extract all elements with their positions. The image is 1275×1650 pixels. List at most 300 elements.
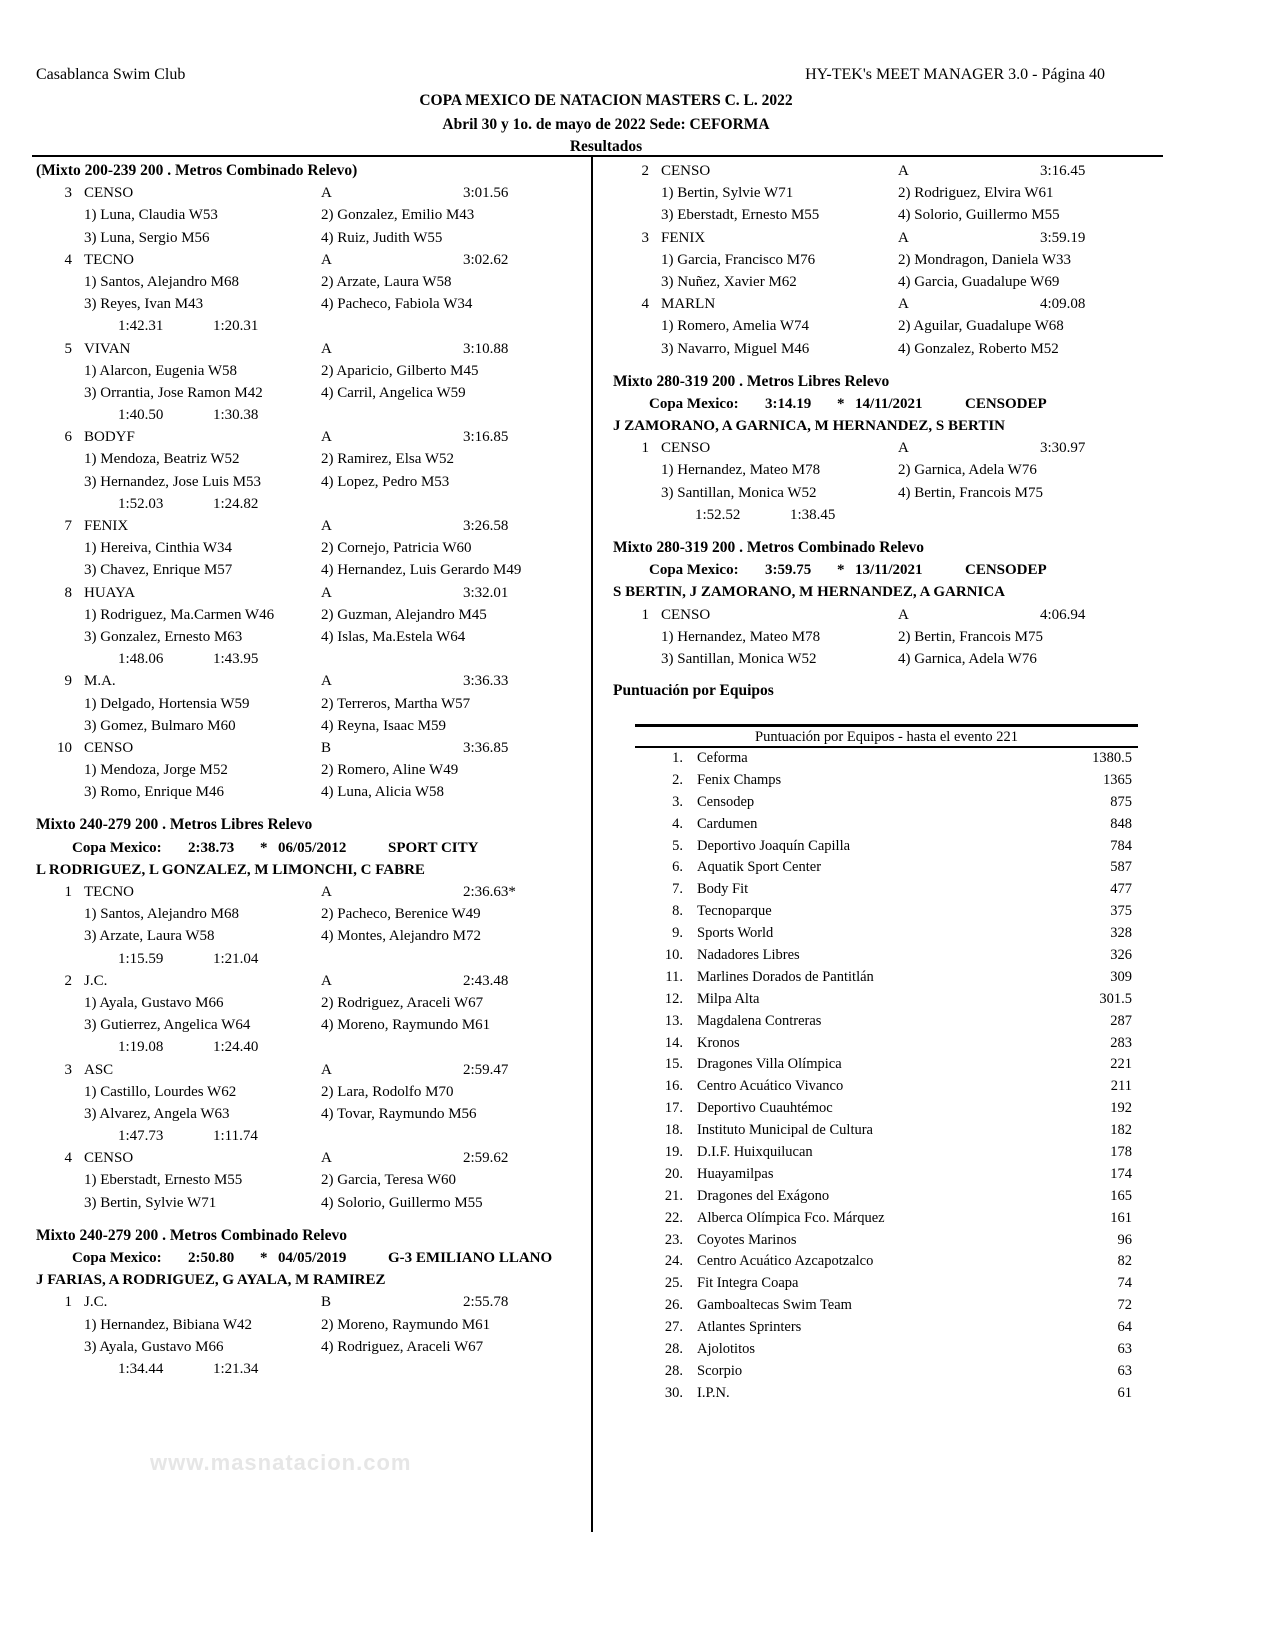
rank: 5. (672, 837, 683, 854)
team-name: Fenix Champs (697, 771, 782, 788)
swimmer: 1) Romero, Amelia W74 (661, 318, 810, 335)
swimmers-row (613, 482, 1163, 504)
swimmer: 2) Guzman, Alejandro M45 (321, 606, 487, 623)
team-name: CENSO (661, 606, 711, 623)
final-time: 3:59.19 (1040, 229, 1086, 246)
team-points-row (635, 1361, 1138, 1383)
swimmer: 3) Bertin, Sylvie W71 (84, 1194, 217, 1211)
team-name: CENSO (661, 440, 711, 457)
relay-result-row (36, 515, 586, 537)
swimmer: 2) Gonzalez, Emilio M43 (321, 207, 475, 224)
rank: 2. (672, 771, 683, 788)
team-points-row (635, 923, 1138, 945)
final-time: 3:26.58 (463, 518, 509, 534)
record-line (36, 837, 586, 859)
rank: 22. (664, 1209, 683, 1226)
relay-letter: A (898, 229, 909, 246)
team-name: Deportivo Joaquín Capilla (697, 837, 851, 854)
swimmer: 3) Ayala, Gustavo M66 (84, 1338, 224, 1355)
final-time: 3:02.62 (463, 251, 509, 268)
swimmer: 4) Carril, Angelica W59 (321, 384, 466, 401)
swimmers-row (36, 759, 586, 781)
team-name: Ceforma (697, 750, 748, 766)
record-team: G-3 EMILIANO LLANO (388, 1250, 553, 1266)
points: 192 (1110, 1100, 1132, 1117)
place: 1 (64, 884, 72, 900)
swimmer: 2) Pacheco, Berenice W49 (321, 906, 481, 923)
points: 64 (1117, 1319, 1132, 1336)
team-name: Gamboaltecas Swim Team (697, 1297, 852, 1314)
team-name: BODYF (84, 429, 135, 446)
place: 1 (641, 606, 649, 623)
team-name: MARLN (661, 296, 716, 313)
swimmer: 1) Delgado, Hortensia W59 (84, 695, 250, 712)
points: 784 (1110, 837, 1132, 854)
record-holders: J ZAMORANO, A GARNICA, M HERNANDEZ, S BERTIN (613, 418, 1006, 435)
record-time: 2:38.73 (188, 839, 235, 856)
relay-result-row (613, 293, 1163, 315)
software-page-label: HY-TEK's MEET MANAGER 3.0 - Página 40 (805, 66, 1105, 83)
swimmer: 3) Reyes, Ivan M43 (84, 296, 204, 313)
swimmers-row (613, 338, 1163, 360)
points: 283 (1110, 1034, 1132, 1051)
points: 375 (1110, 903, 1132, 920)
swimmer: 1) Santos, Alejandro M68 (84, 906, 239, 923)
relay-letter: B (321, 1294, 332, 1311)
team-name: Atlantes Sprinters (697, 1319, 802, 1336)
final-time: 2:59.47 (463, 1061, 509, 1078)
team-points-row (635, 967, 1138, 989)
split: 1:52.03 (118, 495, 164, 512)
rank: 27. (664, 1319, 683, 1336)
team-name: CENSO (84, 739, 134, 756)
split: 1:52.52 (695, 506, 741, 523)
points: 1380.5 (1092, 750, 1132, 766)
rank: 6. (672, 859, 683, 876)
rank: 14. (664, 1034, 683, 1051)
rank: 4. (672, 815, 683, 832)
record-holders: J FARIAS, A RODRIGUEZ, G AYALA, M RAMIREZ (36, 1272, 386, 1289)
split: 1:11.74 (213, 1128, 258, 1145)
club-name: Casablanca Swim Club (36, 66, 186, 83)
record-mark: * (837, 395, 845, 412)
swimmers-row (36, 1192, 586, 1214)
team-points-row (635, 1251, 1138, 1273)
record-line (613, 393, 1163, 415)
record-holders: S BERTIN, J ZAMORANO, M HERNANDEZ, A GARNICA (613, 584, 1006, 601)
team-points-row (635, 1317, 1138, 1339)
points: 74 (1117, 1275, 1132, 1292)
rank: 15. (664, 1056, 683, 1073)
split: 1:40.50 (118, 407, 164, 424)
team-name: Body Fit (697, 881, 749, 898)
record-mark: * (837, 562, 845, 579)
swimmer: 4) Moreno, Raymundo M61 (321, 1017, 491, 1034)
swimmers-row (613, 626, 1163, 648)
relay-result-row (36, 582, 586, 604)
swimmers-row (36, 559, 586, 581)
final-time: 3:36.33 (463, 673, 509, 690)
swimmers-row (36, 293, 586, 315)
team-name: Marlines Dorados de Pantitlán (697, 968, 874, 985)
swimmer: 1) Alarcon, Eugenia W58 (84, 362, 238, 379)
final-time: 2:59.62 (463, 1150, 509, 1167)
relay-result-row (613, 437, 1163, 459)
final-time: 3:30.97 (1040, 440, 1086, 457)
swimmer: 1) Rodriguez, Ma.Carmen W46 (84, 606, 275, 623)
team-name: Sports World (697, 925, 774, 942)
team-points-row (635, 792, 1138, 814)
swimmer: 3) Alvarez, Angela W63 (84, 1105, 230, 1122)
swimmer: 4) Hernandez, Luis Gerardo M49 (321, 562, 522, 579)
swimmers-row (36, 1014, 586, 1036)
swimmer: 2) Moreno, Raymundo M61 (321, 1316, 491, 1333)
team-points-row (635, 1208, 1138, 1230)
swimmer: 3) Gomez, Bulmaro M60 (84, 717, 236, 734)
swimmer: 3) Romo, Enrique M46 (84, 784, 224, 801)
place: 5 (64, 340, 72, 357)
team-points-row (635, 1273, 1138, 1295)
rank: 8. (672, 903, 683, 920)
splits-row (36, 648, 586, 670)
relay-letter: A (321, 185, 332, 202)
split: 1:24.40 (213, 1039, 259, 1056)
swimmers-row (613, 459, 1163, 481)
split: 1:48.06 (118, 651, 164, 668)
record-label: Copa Mexico: (72, 839, 162, 856)
swimmer: 4) Tovar, Raymundo M56 (321, 1105, 477, 1122)
team-name: Centro Acuático Azcapotzalco (697, 1253, 874, 1270)
relay-result-row (36, 338, 586, 360)
team-name: CENSO (661, 163, 711, 179)
team-points-row (635, 1142, 1138, 1164)
team-name: Censodep (697, 793, 755, 810)
final-time: 3:16.85 (463, 429, 509, 446)
swimmer: 1) Luna, Claudia W53 (84, 207, 218, 224)
swimmers-row (36, 715, 586, 737)
team-name: HUAYA (84, 584, 136, 601)
final-time: 2:36.63* (463, 884, 516, 900)
swimmer: 2) Rodriguez, Araceli W67 (321, 994, 484, 1011)
swimmers-row (613, 204, 1163, 226)
swimmers-row (36, 360, 586, 382)
team-name: Huayamilpas (697, 1165, 774, 1182)
swimmers-row (36, 204, 586, 226)
team-points-row (635, 1120, 1138, 1142)
team-name: Tecnoparque (697, 903, 772, 920)
points: 477 (1110, 881, 1132, 898)
team-name: M.A. (84, 673, 116, 690)
final-time: 2:55.78 (463, 1294, 509, 1311)
team-name: TECNO (84, 251, 134, 268)
relay-result-row (36, 249, 586, 271)
points: 221 (1110, 1056, 1132, 1073)
rank: 25. (664, 1275, 683, 1292)
header-divider (32, 155, 1163, 157)
column-divider (591, 156, 593, 1532)
team-name: J.C. (84, 1294, 108, 1311)
rank: 19. (664, 1144, 683, 1161)
team-points-row (635, 879, 1138, 901)
team-name: FENIX (84, 518, 129, 534)
team-name: CENSO (84, 185, 134, 202)
swimmers-row (36, 471, 586, 493)
swimmer: 1) Hereiva, Cinthia W34 (84, 540, 233, 557)
final-time: 4:09.08 (1040, 296, 1086, 313)
splits-row (36, 404, 586, 426)
swimmers-row (36, 382, 586, 404)
swimmer: 1) Hernandez, Mateo M78 (661, 628, 821, 645)
points: 72 (1117, 1297, 1132, 1314)
relay-result-row (36, 1291, 586, 1313)
team-name: VIVAN (84, 340, 131, 357)
relay-letter: A (321, 518, 332, 534)
relay-result-row (36, 1147, 586, 1169)
relay-result-row (36, 1059, 586, 1081)
swimmer: 4) Reyna, Isaac M59 (321, 717, 446, 734)
rank: 20. (664, 1165, 683, 1182)
swimmer: 4) Lopez, Pedro M53 (321, 473, 450, 490)
swimmer: 1) Bertin, Sylvie W71 (661, 185, 794, 202)
team-name: Coyotes Marinos (697, 1231, 797, 1248)
team-name: Nadadores Libres (697, 947, 800, 964)
final-time: 2:43.48 (463, 972, 509, 989)
relay-result-row (613, 227, 1163, 249)
rank: 21. (664, 1187, 683, 1204)
points: 165 (1110, 1187, 1132, 1204)
points: 182 (1110, 1122, 1132, 1139)
team-name: J.C. (84, 972, 108, 989)
record-time: 3:59.75 (765, 562, 812, 579)
rank: 24. (664, 1253, 683, 1270)
place: 1 (64, 1294, 72, 1311)
relay-letter: A (321, 429, 332, 446)
event-title: Mixto 280-319 200 . Metros Combinado Relevo (613, 539, 924, 556)
points: 63 (1117, 1362, 1132, 1379)
place: 3 (64, 185, 72, 202)
record-label: Copa Mexico: (649, 395, 739, 412)
swimmer: 3) Luna, Sergio M56 (84, 229, 210, 246)
points: 328 (1110, 925, 1132, 942)
event-title: Mixto 240-279 200 . Metros Combinado Relevo (36, 1226, 347, 1244)
swimmers-row (36, 781, 586, 803)
place: 4 (64, 1150, 72, 1167)
record-label: Copa Mexico: (649, 562, 739, 579)
points: 309 (1110, 968, 1132, 985)
relay-letter: A (321, 884, 332, 900)
swimmers-row (613, 249, 1163, 271)
swimmer: 4) Solorio, Guillermo M55 (321, 1194, 483, 1211)
rank: 26. (664, 1297, 683, 1314)
place: 6 (64, 429, 72, 446)
swimmer: 3) Orrantia, Jose Ramon M42 (84, 384, 263, 401)
record-line (36, 1247, 586, 1269)
points: 82 (1117, 1253, 1132, 1270)
swimmer: 1) Hernandez, Bibiana W42 (84, 1316, 252, 1333)
swimmer: 2) Arzate, Laura W58 (321, 273, 452, 290)
record-date: 04/05/2019 (278, 1250, 347, 1266)
team-name: Centro Acuático Vivanco (697, 1078, 844, 1095)
relay-letter: A (898, 163, 909, 179)
relay-letter: A (898, 440, 909, 457)
split: 1:20.31 (213, 318, 259, 335)
split: 1:43.95 (213, 651, 259, 668)
relay-result-row (613, 160, 1163, 182)
record-mark: * (260, 1250, 268, 1266)
swimmer: 2) Romero, Aline W49 (321, 762, 459, 779)
rank: 28. (664, 1341, 683, 1358)
swimmer: 2) Bertin, Francois M75 (898, 628, 1043, 645)
record-time: 3:14.19 (765, 395, 812, 412)
split: 1:30.38 (213, 407, 259, 424)
swimmer: 2) Garcia, Teresa W60 (321, 1172, 456, 1189)
team-points-heading: Puntuación por Equipos (613, 682, 774, 699)
swimmers-row (36, 693, 586, 715)
relay-result-row (36, 737, 586, 759)
relay-letter: A (898, 606, 909, 623)
swimmer: 4) Luna, Alicia W58 (321, 784, 445, 801)
swimmers-row (36, 903, 586, 925)
swimmers-row (613, 315, 1163, 337)
swimmer: 4) Gonzalez, Roberto M52 (898, 340, 1059, 357)
swimmer: 4) Bertin, Francois M75 (898, 484, 1043, 501)
record-time: 2:50.80 (188, 1250, 235, 1266)
swimmer: 2) Aguilar, Guadalupe W68 (898, 318, 1064, 335)
split: 1:47.73 (118, 1128, 164, 1145)
relay-result-row (36, 881, 586, 903)
swimmers-row (36, 1103, 586, 1125)
swimmer: 4) Islas, Ma.Estela W64 (321, 628, 466, 645)
swimmers-row (36, 1336, 586, 1358)
swimmer: 2) Cornejo, Patricia W60 (321, 540, 472, 557)
swimmer: 3) Gutierrez, Angelica W64 (84, 1017, 251, 1034)
team-points-row (635, 857, 1138, 879)
swimmers-row (36, 992, 586, 1014)
team-name: Scorpio (697, 1362, 743, 1379)
rank: 1. (672, 750, 683, 766)
watermark: www.masnatacion.com (150, 1450, 412, 1475)
swimmer: 3) Eberstadt, Ernesto M55 (661, 207, 820, 224)
team-name: D.I.F. Huixquilucan (697, 1144, 813, 1161)
record-date: 13/11/2021 (855, 562, 923, 579)
rank: 17. (664, 1100, 683, 1117)
team-points-row (635, 1295, 1138, 1317)
relay-letter: A (321, 972, 332, 989)
event-title: Mixto 240-279 200 . Metros Libres Relevo (36, 816, 313, 834)
splits-row (36, 315, 586, 337)
rank: 3. (672, 793, 683, 810)
record-team: CENSODEP (965, 395, 1047, 412)
split: 1:21.04 (213, 950, 259, 967)
swimmer: 3) Hernandez, Jose Luis M53 (84, 473, 262, 490)
points: 178 (1110, 1144, 1132, 1161)
swimmer: 2) Terreros, Martha W57 (321, 695, 471, 712)
relay-result-row (36, 426, 586, 448)
place: 2 (64, 972, 72, 989)
rank: 30. (664, 1384, 683, 1401)
swimmer: 1) Ayala, Gustavo M66 (84, 994, 224, 1011)
swimmers-row (36, 925, 586, 947)
relay-letter: A (321, 251, 332, 268)
relay-result-row (36, 182, 586, 204)
swimmer: 1) Santos, Alejandro M68 (84, 273, 239, 290)
swimmer: 3) Santillan, Monica W52 (661, 650, 817, 667)
swimmer: 4) Ruiz, Judith W55 (321, 229, 443, 246)
split: 1:15.59 (118, 950, 164, 967)
swimmers-row (613, 271, 1163, 293)
splits-row (613, 504, 1163, 526)
rank: 28. (664, 1362, 683, 1379)
swimmers-row (36, 626, 586, 648)
split: 1:21.34 (213, 1360, 259, 1377)
swimmer: 2) Lara, Rodolfo M70 (321, 1083, 454, 1100)
final-time: 3:01.56 (463, 185, 509, 202)
final-time: 3:36.85 (463, 739, 509, 756)
relay-letter: A (321, 673, 332, 690)
swimmers-row (36, 537, 586, 559)
swimmer: 3) Arzate, Laura W58 (84, 928, 215, 945)
place: 7 (64, 518, 72, 534)
points: 287 (1110, 1012, 1132, 1029)
rank: 23. (664, 1231, 683, 1248)
team-points-caption: Puntuación por Equipos - hasta el evento 221 (635, 724, 1138, 748)
swimmer: 4) Montes, Alejandro M72 (321, 928, 481, 945)
swimmers-row (36, 1081, 586, 1103)
swimmer: 2) Aparicio, Gilberto M45 (321, 362, 479, 379)
place: 1 (641, 440, 649, 457)
swimmer: 1) Castillo, Lourdes W62 (84, 1083, 237, 1100)
results-column-left (36, 160, 586, 1380)
swimmer: 3) Navarro, Miguel M46 (661, 340, 810, 357)
relay-letter: A (321, 340, 332, 357)
team-points-row (635, 1076, 1138, 1098)
rank: 16. (664, 1078, 683, 1095)
swimmer: 3) Nuñez, Xavier M62 (661, 273, 797, 290)
points: 96 (1117, 1231, 1132, 1248)
team-name: Milpa Alta (697, 990, 760, 1007)
swimmer: 4) Solorio, Guillermo M55 (898, 207, 1060, 224)
record-team: CENSODEP (965, 562, 1047, 579)
split: 1:19.08 (118, 1039, 164, 1056)
swimmer: 3) Gonzalez, Ernesto M63 (84, 628, 243, 645)
relay-result-row (613, 604, 1163, 626)
record-date: 06/05/2012 (278, 839, 347, 856)
team-name: Magdalena Contreras (697, 1012, 822, 1029)
points: 848 (1110, 815, 1132, 832)
swimmer: 1) Garcia, Francisco M76 (661, 251, 816, 268)
rank: 13. (664, 1012, 683, 1029)
points: 301.5 (1099, 990, 1132, 1007)
final-time: 3:32.01 (463, 584, 509, 601)
place: 8 (64, 584, 72, 601)
rank: 7. (672, 881, 683, 898)
team-name: Cardumen (697, 815, 758, 832)
record-date: 14/11/2021 (855, 395, 923, 412)
place: 4 (64, 251, 72, 268)
team-name: Dragones Villa Olímpica (697, 1056, 842, 1073)
swimmers-row (36, 604, 586, 626)
swimmer: 4) Garcia, Guadalupe W69 (898, 273, 1060, 290)
splits-row (36, 1358, 586, 1380)
points: 161 (1110, 1209, 1132, 1226)
team-name: FENIX (661, 229, 706, 246)
team-points-row (635, 989, 1138, 1011)
rank: 18. (664, 1122, 683, 1139)
team-points-row (635, 1033, 1138, 1055)
place: 10 (57, 739, 72, 756)
split: 1:42.31 (118, 318, 164, 335)
event-title: Mixto 280-319 200 . Metros Libres Relevo (613, 372, 890, 390)
